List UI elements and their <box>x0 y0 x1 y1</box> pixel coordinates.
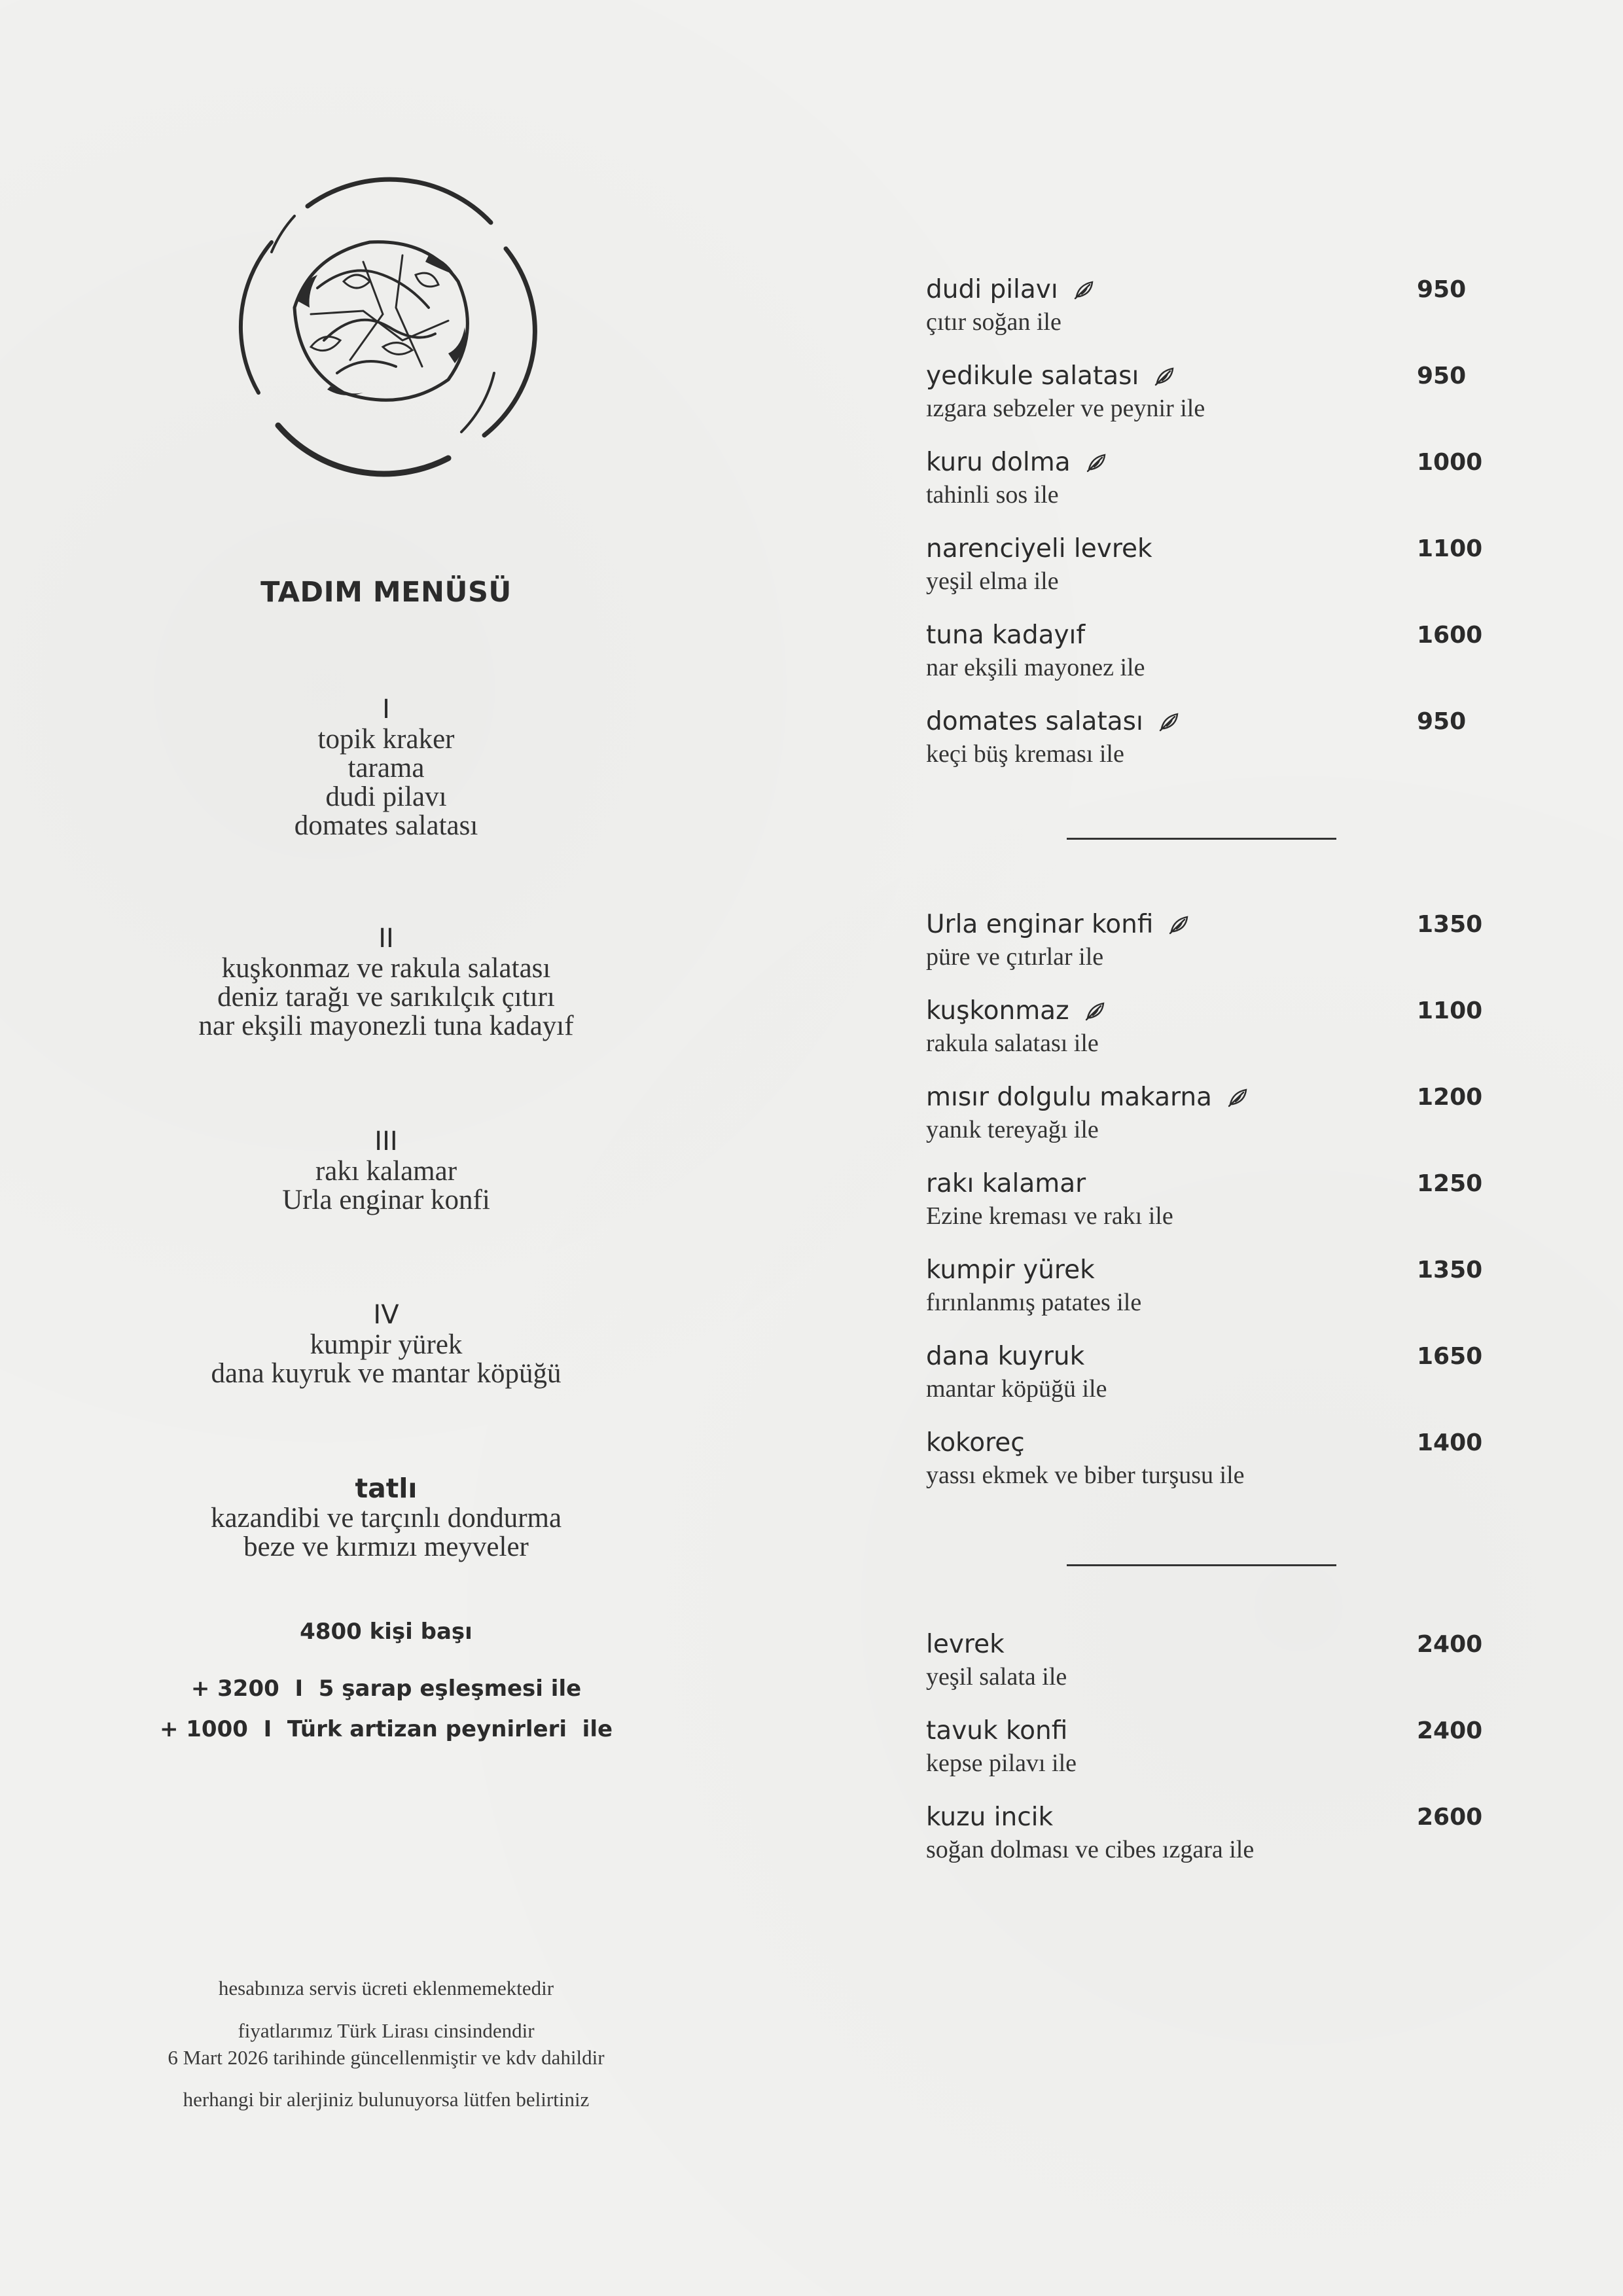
menu-item-name-text: mısır dolgulu makarna <box>926 1083 1212 1112</box>
menu-item-description: çıtır soğan ile <box>926 308 1061 336</box>
menu-item-name-text: narenciyeli levrek <box>926 534 1152 564</box>
course-number: IV <box>373 1300 399 1330</box>
course-dish: tarama <box>348 753 425 783</box>
menu-item-price: 950 <box>1417 708 1467 735</box>
menu-item-name-text: rakı kalamar <box>926 1169 1086 1198</box>
course-dish: dana kuyruk ve mantar köpüğü <box>211 1358 562 1389</box>
course-dish: domates salatası <box>294 810 478 841</box>
menu-item-price: 2600 <box>1417 1804 1483 1831</box>
leaf-icon <box>1158 709 1184 732</box>
course-dish: Urla enginar konfi <box>282 1185 490 1215</box>
cheese-pairing-option: + 1000 I Türk artizan peynirleri ile <box>159 1716 613 1742</box>
leaf-icon <box>1226 1085 1253 1107</box>
menu-item-description: mantar köpüğü ile <box>926 1375 1107 1403</box>
menu-item-description: tahinli sos ile <box>926 481 1059 509</box>
menu-item-name <box>926 996 1110 1026</box>
course-3 <box>124 1126 648 1215</box>
menu-item-name <box>926 1342 1084 1371</box>
menu-item-name <box>926 448 1111 477</box>
leaf-icon <box>1153 364 1179 386</box>
menu-item-name <box>926 1716 1067 1746</box>
wine-pairing-option: + 3200 I 5 şarap eşleşmesi ile <box>190 1676 582 1702</box>
menu-item <box>926 996 1483 1075</box>
menu-item-price: 950 <box>1417 363 1467 389</box>
menu-item-description: yassı ekmek ve biber turşusu ile <box>926 1462 1245 1489</box>
menu-item-name <box>926 620 1085 650</box>
menu-item-description: yeşil salata ile <box>926 1663 1067 1691</box>
menu-item <box>926 1342 1483 1420</box>
menu-item <box>926 448 1483 526</box>
course-dish: beze ve kırmızı meyveler <box>243 1532 529 1562</box>
menu-item-name <box>926 275 1099 304</box>
menu-item-price: 2400 <box>1417 1717 1483 1744</box>
tasting-price: 4800 kişi başı <box>300 1619 473 1645</box>
course-dish: dudi pilavı <box>325 781 447 812</box>
leaf-icon <box>1168 912 1194 935</box>
menu-item-name <box>926 1255 1095 1285</box>
plate-illustration-icon <box>232 177 546 484</box>
menu-item-price: 1400 <box>1417 1429 1483 1456</box>
menu-item-price: 1650 <box>1417 1343 1483 1370</box>
menu-item-price: 1600 <box>1417 622 1483 649</box>
course-1 <box>124 694 648 840</box>
section-divider <box>1067 1564 1336 1566</box>
menu-item-price: 1100 <box>1417 997 1483 1024</box>
menu-item-name <box>926 1630 1005 1659</box>
menu-item-name-text: dana kuyruk <box>926 1342 1085 1371</box>
menu-item <box>926 534 1483 613</box>
menu-item <box>926 1255 1483 1334</box>
menu-item-description: yanık tereyağı ile <box>926 1116 1099 1143</box>
menu-item <box>926 361 1476 440</box>
course-dish: deniz tarağı ve sarıkılçık çıtırı <box>217 982 555 1013</box>
course-dish: kazandibi ve tarçınlı dondurma <box>210 1503 562 1534</box>
menu-item-name-text: dudi pilavı <box>926 275 1058 304</box>
section-divider <box>1067 838 1336 840</box>
course-4 <box>124 1299 648 1388</box>
menu-item <box>926 1083 1483 1161</box>
menu-item-price: 1200 <box>1417 1084 1483 1111</box>
menu-item-name-text: Urla enginar konfi <box>926 910 1154 939</box>
menu-item-name <box>926 1169 1086 1198</box>
footer-note: fiyatlarımız Türk Lirası cinsindendir <box>238 2019 535 2042</box>
course-dish: rakı kalamar <box>315 1156 457 1187</box>
course-2 <box>124 923 648 1041</box>
menu-item-name-text: kuzu incik <box>926 1803 1054 1832</box>
menu-item-name <box>926 1083 1253 1112</box>
footer-note: 6 Mart 2026 tarihinde güncellenmiştir ve kdv dahildir <box>168 2046 605 2069</box>
course-dish: topik kraker <box>317 724 455 755</box>
leaf-icon <box>1085 450 1111 473</box>
menu-item-name-text: kuru dolma <box>926 448 1071 477</box>
menu-item-description: ızgara sebzeler ve peynir ile <box>926 395 1205 422</box>
course-dish: kumpir yürek <box>310 1329 463 1360</box>
menu-item <box>926 707 1476 785</box>
menu-item-name-text: tuna kadayıf <box>926 620 1086 650</box>
footer-note: hesabınıza servis ücreti eklenmemektedir <box>218 1977 554 2000</box>
menu-item-name-text: kuşkonmaz <box>926 996 1069 1026</box>
menu-item-name-text: kokoreç <box>926 1428 1025 1458</box>
menu-item-description: keçi büş kreması ile <box>926 740 1124 768</box>
menu-item-price: 1350 <box>1417 911 1483 938</box>
menu-item-price: 950 <box>1417 276 1467 303</box>
menu-item-name-text: yedikule salatası <box>926 361 1139 391</box>
leaf-icon <box>1073 278 1099 300</box>
course-number: III <box>374 1126 398 1157</box>
menu-item-price: 1350 <box>1417 1257 1483 1283</box>
course-dessert <box>124 1473 648 1562</box>
menu-item-name <box>926 910 1194 939</box>
menu-item-price: 1000 <box>1417 449 1483 476</box>
menu-item-name-text: kumpir yürek <box>926 1255 1095 1285</box>
course-number: II <box>378 924 394 954</box>
menu-item <box>926 620 1483 699</box>
menu-item-description: yeşil elma ile <box>926 567 1059 595</box>
menu-item-name-text: levrek <box>926 1630 1005 1659</box>
menu-item-price: 1250 <box>1417 1170 1483 1197</box>
menu-item-description: Ezine kreması ve rakı ile <box>926 1202 1173 1230</box>
menu-item <box>926 1803 1483 1881</box>
leaf-icon <box>1084 999 1110 1021</box>
course-dish: nar ekşili mayonezli tuna kadayıf <box>198 1011 574 1041</box>
menu-item-price: 1100 <box>1417 535 1483 562</box>
course-number: tatlı <box>355 1473 418 1504</box>
menu-item-description: nar ekşili mayonez ile <box>926 654 1145 681</box>
menu-item-name <box>926 1803 1053 1832</box>
course-dish: kuşkonmaz ve rakula salatası <box>221 953 551 984</box>
tasting-menu-title: TADIM MENÜSÜ <box>260 576 512 609</box>
menu-item <box>926 1630 1483 1708</box>
menu-item-price: 2400 <box>1417 1631 1483 1658</box>
menu-item-description: püre ve çıtırlar ile <box>926 943 1104 971</box>
menu-item-name <box>926 534 1152 564</box>
menu-item <box>926 1716 1483 1795</box>
menu-item-description: rakula salatası ile <box>926 1030 1099 1057</box>
course-number: I <box>382 694 390 725</box>
menu-item-name <box>926 707 1184 736</box>
menu-item-description: fırınlanmış patates ile <box>926 1289 1142 1316</box>
menu-item-name <box>926 361 1179 391</box>
menu-item <box>926 1169 1483 1247</box>
footer-note: herhangi bir alerjiniz bulunuyorsa lütfen belirtiniz <box>183 2088 590 2111</box>
menu-item-name-text: tavuk konfi <box>926 1716 1068 1746</box>
menu-item <box>926 275 1476 353</box>
menu-item-name-text: domates salatası <box>926 707 1143 736</box>
menu-item <box>926 910 1483 988</box>
menu-item-description: kepse pilavı ile <box>926 1749 1077 1777</box>
menu-item <box>926 1428 1483 1507</box>
menu-item-description: soğan dolması ve cibes ızgara ile <box>926 1836 1255 1863</box>
menu-item-name <box>926 1428 1025 1458</box>
